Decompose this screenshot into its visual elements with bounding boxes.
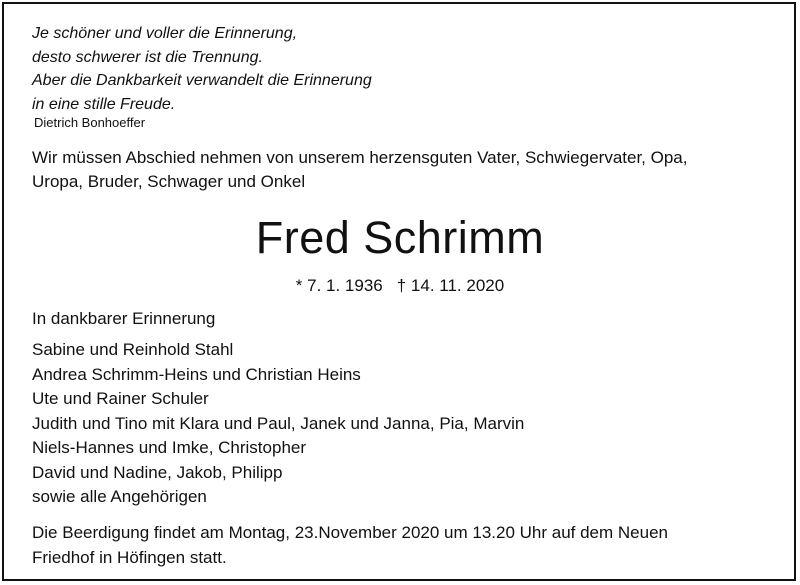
life-dates: [0, 274, 800, 298]
birth-date: * 7. 1. 1936: [295, 276, 383, 295]
quote-line: Je schöner und voller die Erinnerung,: [32, 25, 298, 42]
quote-block: [32, 22, 372, 116]
mourners-list: [32, 338, 524, 510]
intro-text: [32, 146, 772, 194]
quote-line: Aber die Dankbarkeit verwandelt die Erinnerung: [32, 72, 372, 89]
quote-author: Dietrich Bonhoeffer: [34, 115, 146, 130]
mourner-entry: sowie alle Angehörigen: [32, 487, 207, 506]
intro-line: Uropa, Bruder, Schwager und Onkel: [32, 172, 306, 191]
mourner-entry: Niels-Hannes und Imke, Christopher: [32, 438, 307, 457]
quote-line: desto schwerer ist die Trennung.: [32, 48, 263, 66]
mourner-entry: Judith und Tino mit Klara und Paul, Janek und Janna, Pia, Marvin: [32, 413, 525, 433]
funeral-line: Friedhof in Höfingen statt.: [32, 547, 227, 567]
quote-line: in eine stille Freude.: [32, 95, 176, 113]
death-date: † 14. 11. 2020: [396, 276, 505, 295]
intro-line: Wir müssen Abschied nehmen von unserem herzensguten Vater, Schwiegervater, Opa,: [32, 148, 688, 167]
mourner-entry: David und Nadine, Jakob, Philipp: [32, 462, 283, 482]
deceased-name: Fred Schrimm: [255, 212, 545, 263]
mourner-entry: Sabine und Reinhold Stahl: [32, 340, 234, 359]
mourner-entry: Ute und Rainer Schuler: [32, 389, 209, 408]
gratitude-line: In dankbarer Erinnerung: [32, 309, 216, 328]
mourner-entry: Andrea Schrimm-Heins und Christian Heins: [32, 364, 361, 384]
funeral-info: [32, 521, 668, 570]
funeral-line: Die Beerdigung findet am Montag, 23.November 2020 um 13.20 Uhr auf dem Neuen: [32, 523, 668, 542]
